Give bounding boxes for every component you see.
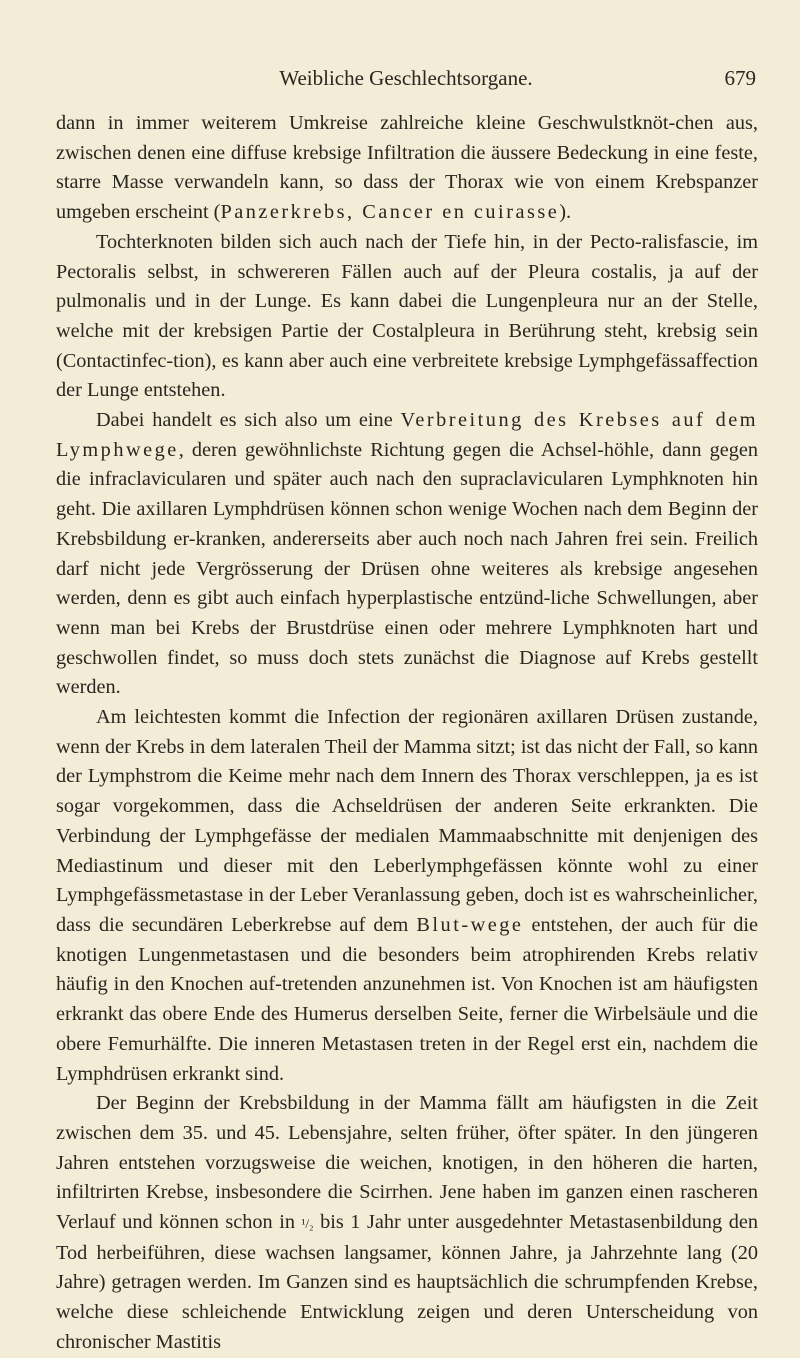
text-run: , deren gewöhnlichste Richtung gegen die Achsel-höhle, dann gegen die infraclavicularen und später auch nach den supraclavicularen Lymphknoten hin geht. Die axillaren Lymphdrüsen können schon wenige Wochen nach dem Beginn der Krebsbildung er-kranken, andererseits aber auch noch nach Jahren frei sein. Freilich darf nicht jede Vergrösserung der Drüsen ohne weiteres als krebsige angesehen werden, denn es gibt auch einfach hyperplastische entzünd-liche Schwellungen, aber wenn man bei Krebs der Brustdrüse einen oder mehrere Lymphknoten hart und geschwollen findet, so muss doch stets zunächst die Diagnose auf Krebs gestellt werden. <box>56 438 758 699</box>
text-run: ). <box>559 201 572 224</box>
page-number: 679 <box>724 66 756 90</box>
body-text <box>56 109 758 1358</box>
text-run: Dabei handelt es sich also um eine <box>96 409 401 432</box>
text-run: Tochterknoten bilden sich auch nach der Tiefe hin, in der Pecto-ralisfascie, im Pectoralis selbst, in schwereren Fällen auch auf der Pleura costalis, ja auf der pulmonalis und in der Lunge. Es kann dabei die Lungenpleura nur an der Stelle, welche mit der krebsigen Partie der Costalpleura in Berührung steht, krebsig sein (Contactinfec-tion), es kann aber auch eine verbreitete krebsige Lymphgefässaffection der Lunge entstehen. <box>56 230 758 402</box>
fraction: ¹/₂ <box>301 1216 314 1232</box>
text-run: dann in immer weiterem Umkreise zahlreiche kleine Geschwulstknöt-chen aus, zwischen denen eine diffuse krebsige Infiltration die äussere Bedeckung in eine feste, starre Masse verwandeln kann, so dass der Thorax wie von einem Krebspanzer umgeben erscheint ( <box>56 112 758 224</box>
emphasized-text: Blut-wege <box>416 913 524 936</box>
paragraph <box>56 703 758 1089</box>
running-head-title: Weibliche Geschlechtsorgane. <box>279 66 533 90</box>
text-run: bis 1 Jahr unter ausgedehnter Metastasenbildung den Tod herbeiführen, diese wachsen langsamer, können Jahre, ja Jahrzehnte lang (20 Jahre) getragen werden. Im Ganzen sind es hauptsächlich die schrumpfenden Krebse, welche diese schleichende Entwicklung zeigen und deren Unterscheidung von chronischer Mastitis <box>56 1211 758 1353</box>
emphasized-text: Panzerkrebs, Cancer en cuirasse <box>220 201 560 224</box>
emphasized-text: Verbreitung des Krebses auf dem Lymphwege <box>56 409 759 461</box>
paragraph <box>56 406 758 703</box>
running-head <box>56 66 756 94</box>
text-run: Der Beginn der Krebsbildung in der Mamma fällt am häufigsten in die Zeit zwischen dem 35. und 45. Lebensjahre, selten früher, öfter später. In den jüngeren Jahren entstehen vorzugsweise die weichen, knotigen, in den höheren die harten, infiltrirten Krebse, insbesondere die Scirrhen. Jene haben im ganzen einen rascheren Verlauf und können schon in <box>56 1092 758 1234</box>
text-run: Am leichtesten kommt die Infection der regionären axillaren Drüsen zustande, wenn der Krebs in dem lateralen Theil der Mamma sitzt; ist das nicht der Fall, so kann der Lymphstrom die Keime mehr nach dem Innern des Thorax verschleppen, ja es ist sogar vorgekommen, dass die Achseldrüsen der anderen Seite erkrankten. Die Verbindung der Lymphgefässe der medialen Mammaabschnitte mit denjenigen des Mediastinum und dieser mit den Leberlymphgefässen könnte wohl zu einer Lymphgefässmetastase in der Leber Veranlassung geben, doch ist es wahrscheinlicher, dass die secundären Leberkrebse auf dem <box>56 706 758 936</box>
paragraph <box>56 1089 758 1357</box>
text-run: entstehen, der auch für die knotigen Lungenmetastasen und die besonders beim atrophirenden Krebs relativ häufig in den Knochen auf-tretenden anzunehmen ist. Von Knochen ist am häufigsten erkrankt das obere Ende des Humerus derselben Seite, ferner die Wirbelsäule und die obere Femurhälfte. Die inneren Metastasen treten in der Regel erst ein, nachdem die Lymphdrüsen erkrankt sind. <box>56 913 758 1085</box>
paragraph <box>56 109 758 228</box>
paragraph <box>56 228 758 406</box>
